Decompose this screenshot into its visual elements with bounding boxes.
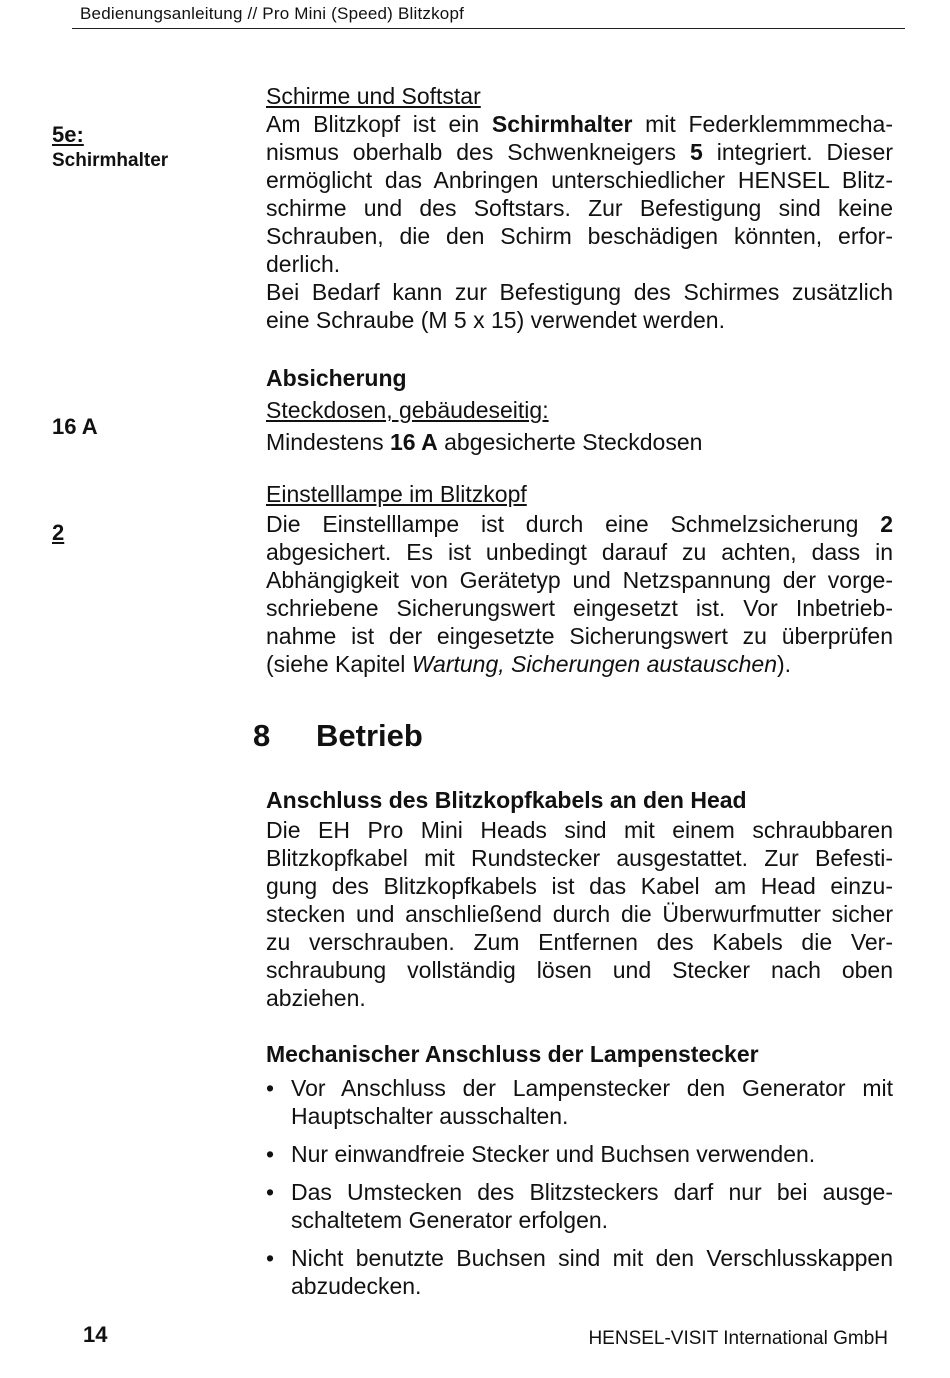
running-header: Bedienungsanleitung // Pro Mini (Speed) Blitzkopf bbox=[80, 4, 465, 23]
section-anschluss-kabel bbox=[266, 786, 893, 1012]
text-run-bold: 2 bbox=[880, 511, 893, 537]
margin-ref-2: 2 bbox=[52, 520, 65, 545]
paragraph: Die EH Pro Mini Heads sind mit einem schraubbaren Blitzkopfkabel mit Rundstecker ausgestattet. Zur Befesti-gung des Blitzkopfkabels ist das Kabel am Head einzu-stecken und anschließend durch die Überwurfmutter sicher zu verschrauben. Zum Entfernen des Kabels die Ver-schraubung vollständig lösen und Stecker nach oben abziehen. bbox=[266, 817, 893, 1011]
section-heading: Schirme und Softstar bbox=[266, 83, 481, 109]
list-item bbox=[266, 1140, 893, 1168]
text-run: Am Blitzkopf ist ein bbox=[266, 111, 492, 137]
paragraph bbox=[266, 510, 893, 678]
section-heading: Absicherung bbox=[266, 365, 407, 391]
text-run: abgesichert. Es ist unbedingt darauf zu achten, dass in Abhängigkeit von Gerätetyp und Netzspannung der vorge-schriebene Sicherungswert eingesetzt ist. Vor Inbetrieb-nahme ist der eingesetzte Sicherungswert zu überprüfen (siehe Kapitel bbox=[266, 539, 893, 677]
company-name: HENSEL-VISIT International GmbH bbox=[588, 1328, 888, 1349]
bullet-icon: • bbox=[266, 1245, 275, 1271]
bullet-icon: • bbox=[266, 1141, 275, 1167]
section-mechanischer-anschluss bbox=[266, 1040, 893, 1310]
header-rule bbox=[72, 28, 905, 29]
text-run-bold: Schirmhalter bbox=[491, 111, 633, 137]
chapter-title: Betrieb bbox=[316, 718, 423, 753]
margin-ref-5e: 5e: bbox=[52, 122, 84, 147]
section-schirme bbox=[266, 82, 893, 334]
list-item-text: Vor Anschluss der Lampenstecker den Generator mit Hauptschalter ausschalten. bbox=[291, 1075, 893, 1129]
chapter-heading bbox=[253, 718, 423, 754]
list-item bbox=[266, 1178, 893, 1234]
paragraph bbox=[266, 428, 893, 456]
list-item-text: Nur einwandfreie Stecker und Buchsen verwenden. bbox=[291, 1141, 816, 1167]
text-run-bold: 5 bbox=[689, 139, 703, 165]
text-run: Die Einstelllampe ist durch eine Schmelzsicherung bbox=[266, 511, 881, 537]
bullet-icon: • bbox=[266, 1075, 275, 1101]
paragraph bbox=[266, 110, 893, 278]
page-number: 14 bbox=[83, 1322, 108, 1347]
section-heading: Anschluss des Blitzkopfkabels an den Head bbox=[266, 787, 747, 813]
text-run: abgesicherte Steckdosen bbox=[437, 429, 703, 455]
list-item bbox=[266, 1074, 893, 1130]
text-run: ). bbox=[777, 651, 792, 677]
chapter-number: 8 bbox=[253, 718, 271, 753]
list-item bbox=[266, 1244, 893, 1300]
bullet-icon: • bbox=[266, 1179, 275, 1205]
margin-label-schirmhalter: Schirmhalter bbox=[52, 150, 169, 171]
section-absicherung bbox=[266, 364, 893, 456]
sub-heading: Steckdosen, gebäudeseitig: bbox=[266, 397, 549, 423]
section-heading: Einstelllampe im Blitzkopf bbox=[266, 481, 527, 507]
text-run: mit Federklemmmecha-nismus oberhalb des Schwenkneigers bbox=[266, 111, 893, 165]
list-item-text: Nicht benutzte Buchsen sind mit den Verschlusskappen abzudecken. bbox=[291, 1245, 893, 1299]
text-run: Mindestens bbox=[266, 429, 391, 455]
section-heading: Mechanischer Anschluss der Lampenstecker bbox=[266, 1041, 759, 1067]
text-run-bold: 16 A bbox=[390, 429, 438, 455]
text-run: integriert. Dieser ermöglicht das Anbringen unterschiedlicher HENSEL Blitz-schirme und des Softstars. Zur Befestigung sind keine Schrauben, die den Schirm beschädigen könnten, erfor-derlich. bbox=[266, 139, 893, 277]
bullet-list bbox=[266, 1074, 893, 1300]
paragraph: Bei Bedarf kann zur Befestigung des Schirmes zusätzlich eine Schraube (M 5 x 15) verwendet werden. bbox=[266, 279, 893, 333]
section-einstelllampe bbox=[266, 480, 893, 678]
text-run-italic: Wartung, Sicherungen austauschen bbox=[411, 651, 778, 677]
margin-ref-16a: 16 A bbox=[52, 414, 98, 439]
list-item-text: Das Umstecken des Blitzsteckers darf nur bei ausge-schaltetem Generator erfolgen. bbox=[291, 1179, 893, 1233]
